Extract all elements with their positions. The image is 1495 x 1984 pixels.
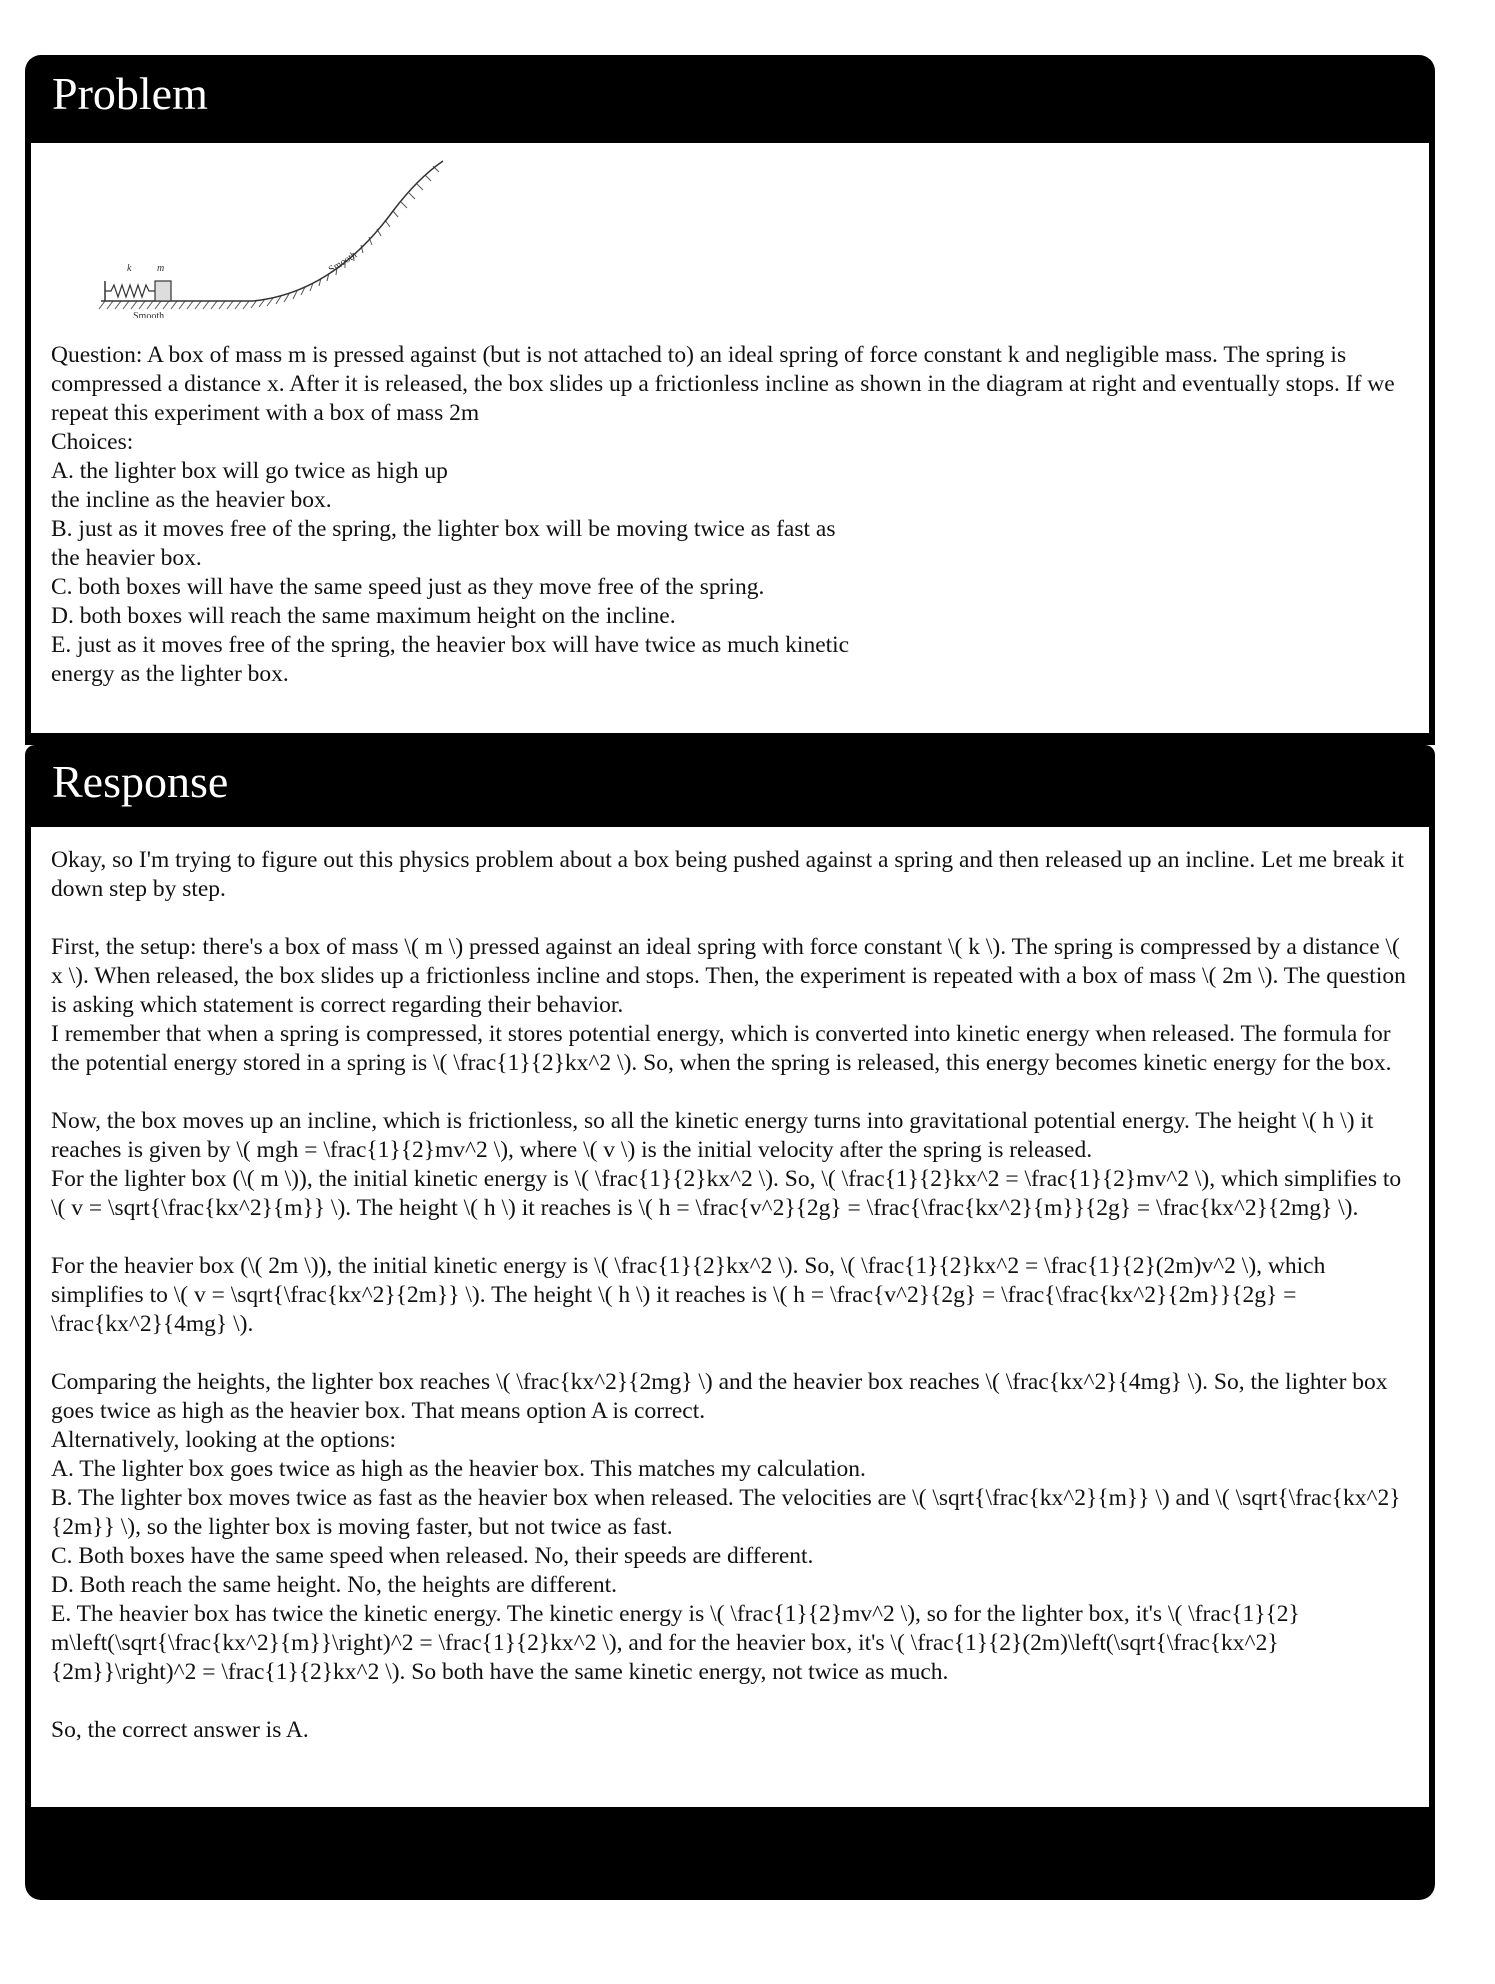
response-text (51, 846, 1412, 1745)
response-card (25, 745, 1435, 1900)
choice-line: the heavier box. (51, 545, 202, 571)
response-paragraph: Alternatively, looking at the options: (51, 1427, 397, 1453)
choice-line: E. just as it moves free of the spring, the heavier box will have twice as much kinetic (51, 632, 850, 658)
choice-line: energy as the lighter box. (51, 661, 289, 687)
response-paragraph: For the heavier box (\( 2m \)), the initial kinetic energy is \( \frac{1}{2}kx^2 \). So, \( \frac{1}{2}kx^2 = \frac{1}{2}(2m)v^2 \), which simplifies to \( v = \sqrt{\frac{kx^2}{2m}} \). The height \( h \) it reaches is \( h = \frac{v^2}{2g} = \frac{\frac{kx^2}{2m}}{2g} = \frac{kx^2}{4mg} \). (51, 1253, 1332, 1337)
response-paragraph: E. The heavier box has twice the kinetic energy. The kinetic energy is \( \frac{1}{2}mv^2 \), so for the lighter box, it's \( \frac{1}{2} m\left(\sqrt{\frac{kx^2}{m}}\right)^2 = \frac{1}{2}kx^2 \), and for the heavier box, it's \( \frac{1}{2}(2m)\left(\sqrt{\frac{kx^2}{2m}}\right)^2 = \frac{1}{2}kx^2 \). So both have the same kinetic energy, not twice as much. (51, 1601, 1306, 1685)
response-paragraph: B. The lighter box moves twice as fast as the heavier box when released. The velocities are \( \sqrt{\frac{kx^2}{m}} \) and \( \sqrt{\frac{kx^2}{2m}} \), so the lighter box is moving faster, but not twice as fast. (51, 1485, 1401, 1540)
response-paragraph: First, the setup: there's a box of mass \( m \) pressed against an ideal spring with force constant \( k \). The spring is compressed by a distance \( x \). When released, the box slides up a frictionless incline and stops. Then, the experiment is repeated with a box of mass \( 2m \). The question is asking which statement is correct regarding their behavior. (51, 934, 1412, 1018)
response-paragraph: I remember that when a spring is compressed, it stores potential energy, which is converted into kinetic energy when released. The formula for the potential energy stored in a spring is \( \frac{1}{2}kx^2 \). So, when the spring is released, this energy becomes kinetic energy for the box. (51, 1021, 1397, 1076)
problem-text (51, 341, 1409, 689)
floor-smooth-label: Smooth (133, 311, 165, 318)
problem-card (25, 55, 1435, 745)
mass-label: m (157, 263, 165, 274)
choice-line: the incline as the heavier box. (51, 487, 332, 513)
response-paragraph: D. Both reach the same height. No, the heights are different. (51, 1572, 617, 1598)
response-paragraph: Okay, so I'm trying to figure out this physics problem about a box being pushed against a spring and then released up an incline. Let me break it down step by step. (51, 847, 1410, 902)
response-paragraph: For the lighter box (\( m \)), the initial kinetic energy is \( \frac{1}{2}kx^2 \). So, \( \frac{1}{2}kx^2 = \frac{1}{2}mv^2 \), which simplifies to \( v = \sqrt{\frac{kx^2}{m}} \). The height \( h \) it reaches is \( h = \frac{v^2}{2g} = \frac{\frac{kx^2}{m}}{2g} = \frac{kx^2}{2mg} \). (51, 1166, 1407, 1221)
problem-heading: Problem (52, 68, 208, 119)
spring-constant-label: k (127, 263, 132, 274)
choice-line: A. the lighter box will go twice as high up (51, 458, 448, 484)
response-paragraph: Comparing the heights, the lighter box reaches \( \frac{kx^2}{2mg} \) and the heavier box reaches \( \frac{kx^2}{4mg} \). So, the lighter box goes twice as high as the heavier box. That means option A is correct. (51, 1369, 1394, 1424)
question-text: Question: A box of mass m is pressed against (but is not attached to) an ideal spring of force constant k and negligible mass. The spring is compressed a distance x. After it is released, the box slides up a frictionless incline as shown in the diagram at right and eventually stops. If we repeat this experiment with a box of mass 2m (51, 342, 1401, 426)
choice-line: B. just as it moves free of the spring, the lighter box will be moving twice as fast as (51, 516, 836, 542)
choices-label: Choices: (51, 429, 134, 455)
problem-body (31, 143, 1429, 733)
final-answer: So, the correct answer is A. (51, 1717, 309, 1743)
response-paragraph: A. The lighter box goes twice as high as the heavier box. This matches my calculation. (51, 1456, 866, 1482)
choice-line: D. both boxes will reach the same maximum height on the incline. (51, 603, 676, 629)
response-heading: Response (52, 756, 229, 807)
incline-smooth-label: Smooth (326, 249, 359, 276)
response-body (31, 827, 1429, 1807)
response-paragraph: Now, the box moves up an incline, which is frictionless, so all the kinetic energy turns into gravitational potential energy. The height \( h \) it reaches is given by \( mgh = \frac{1}{2}mv^2 \), where \( v \) is the initial velocity after the spring is released. (51, 1108, 1380, 1163)
spring-incline-diagram (93, 153, 453, 318)
choice-line: C. both boxes will have the same speed just as they move free of the spring. (51, 574, 765, 600)
response-paragraph: C. Both boxes have the same speed when released. No, their speeds are different. (51, 1543, 814, 1569)
